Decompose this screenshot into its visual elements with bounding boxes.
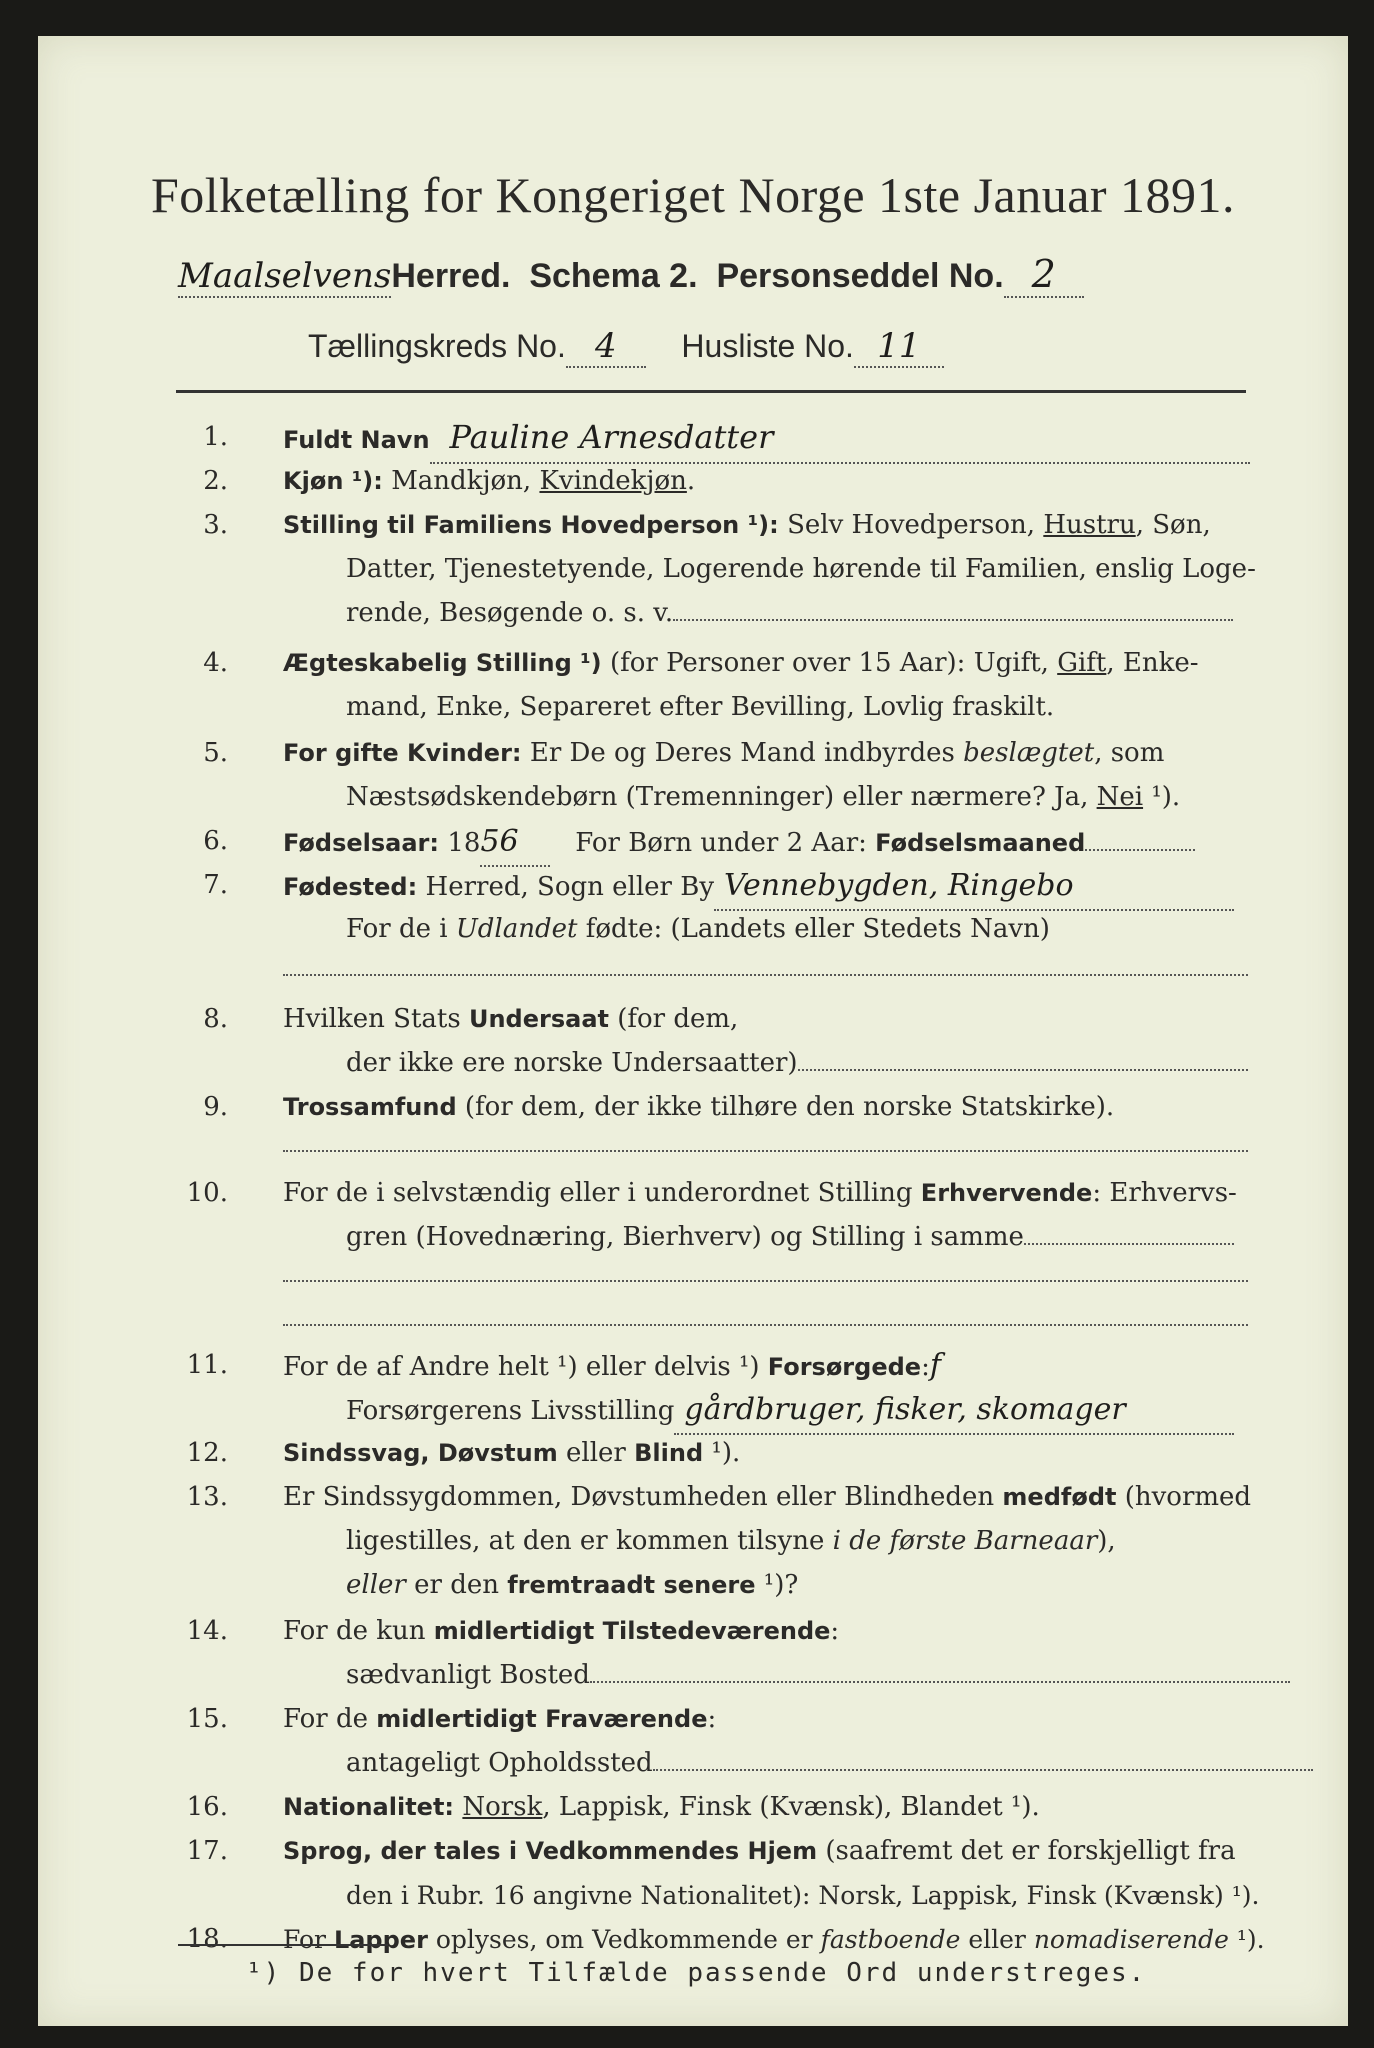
- form-title: Folketælling for Kongeriget Norge 1ste Januar 1891.: [150, 167, 1236, 223]
- footnote-rule: [178, 1944, 388, 1946]
- kreds-label: Tællingskreds No.: [308, 328, 566, 364]
- item-7-blank-line: [283, 974, 1248, 976]
- husliste-number: 11: [877, 326, 921, 366]
- schema-label: Schema 2.: [529, 257, 698, 295]
- item-10-blank-line-1: [283, 1280, 1248, 1282]
- birth-year-handwritten: 56: [480, 824, 519, 859]
- husliste-label: Husliste No.: [681, 328, 854, 364]
- herred-handwritten: Maalselvens: [178, 256, 392, 296]
- provider-occupation-handwritten: gårdbruger, fisker, skomager: [684, 1392, 1126, 1427]
- personseddel-label: Personseddel No.: [716, 257, 1004, 295]
- item-10-blank-line-2: [283, 1324, 1248, 1326]
- item-9-blank-line: [283, 1150, 1248, 1152]
- name-handwritten: Pauline Arnesdatter: [449, 418, 774, 456]
- birthplace-handwritten: Vennebygden, Ringebo: [724, 868, 1074, 903]
- kreds-number: 4: [595, 326, 617, 366]
- footnote: ¹) De for hvert Tilfælde passende Ord understreges.: [246, 1958, 1147, 1988]
- census-form-page: Folketælling for Kongeriget Norge 1ste Januar 1891. MaalselvensHerred. Schema 2. Personseddel No. 2 Tællingskreds No. 4 Husliste No. 11 1. Fuldt Navn Pauline Arnesdatter 2. Kjøn ¹): Mandkjøn, Kvindekjøn. 3. Stilling til Familiens Hovedperson ¹): Selv Hovedperson, Hustru, Søn, Datter, Tjenestetyende, Logerende hørende til Familien, enslig Loge- rende, Besøgende o. s. v. 4. Ægteskabelig Stilling ¹) (for Personer over 15 Aar): Ugift, Gift, Enke- mand, Enke, Separeret efter Bevilling, Lovlig fraskilt. 5. For gifte Kvinder: Er De og Deres Mand indbyrdes beslægtet, som Næstsødskendebørn (Tremenninger) eller nærmere? Ja, Nei ¹). 6. Fødselsaar: 1856 For Børn under 2 Aar: Fødselsmaaned 7. Fødested: Herred, Sogn eller By Vennebygden, Ringebo For de i Udlandet fødte: (Landets eller Stedets Navn) 8. Hvilken Stats Undersaat (for dem, der ikke ere norske Undersaatter) 9. Trossamfund (for dem, der ikke tilhøre den norske Statskirke). 10. For de i selvstændig eller i underordnet Stilling Erhvervende: Erhvervs- gren (Hovednæring, Bierhverv) og Stilling i samme 11. For de af Andre helt ¹) eller delvis ¹) Forsørgede:f Forsørgerens Livsstilling gårdbruger, fisker, skomager 12. Sindssvag, Døvstum eller Blind ¹). 13. Er Sindssygdommen, Døvstumheden eller Blindheden medfødt (hvormed ligestilles, at den er kommen tilsyne i de første Barneaar), eller er den fremtraadt senere ¹)? 14. For de kun midlertidigt Tilstedeværende: sædvanligt Bosted 15. For de midlertidigt Fraværende: antageligt Opholdssted 16. Nationalitet: Norsk, Lappisk, Finsk (Kvænsk), Blandet ¹). 17. Sprog, der tales i Vedkommendes Hjem (saafremt det er forskjelligt fra den i Rubr. 16 angivne Nationalitet): Norsk, Lappisk, Finsk (Kvænsk) ¹). 18. For Lapper oplyses, om Vedkommende er fastboende eller nomadiserende ¹). ¹) De for hvert Tilfælde passende Ord understreges.: [38, 36, 1348, 2026]
- herred-label: Herred.: [391, 257, 511, 295]
- herred-line: [178, 252, 1084, 298]
- header-rule: [176, 390, 1246, 393]
- forsorgede-mark: f: [929, 1348, 941, 1383]
- personseddel-number: 2: [1031, 252, 1056, 296]
- kreds-line: [308, 326, 944, 368]
